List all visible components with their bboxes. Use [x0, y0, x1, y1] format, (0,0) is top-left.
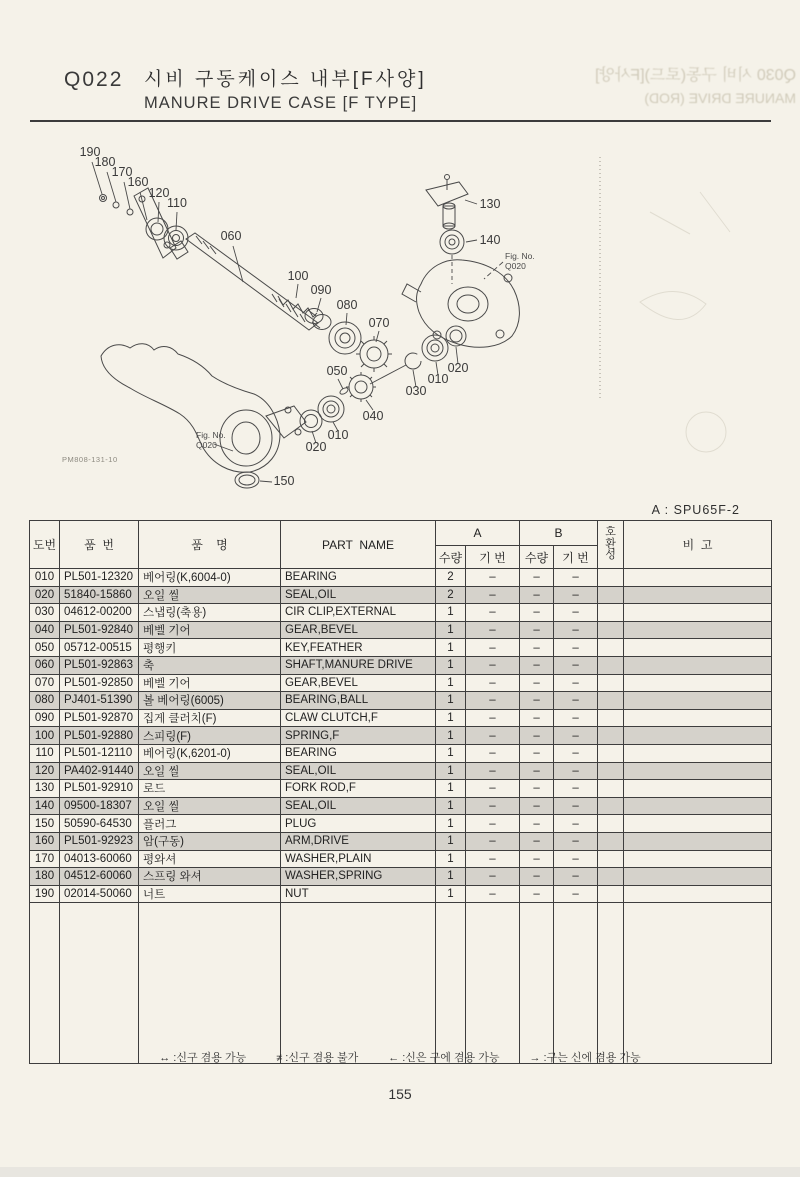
part-callout: 110: [167, 196, 187, 210]
table-cell: 평행키: [139, 639, 281, 657]
page-subtitle: MANURE DRIVE CASE [F TYPE]: [144, 94, 418, 112]
table-cell: –: [466, 586, 520, 604]
part-callout: 160: [127, 175, 149, 189]
table-cell: GEAR,BEVEL: [281, 621, 436, 639]
table-cell: SPRING,F: [281, 727, 436, 745]
table-cell: BEARING: [281, 744, 436, 762]
table-cell: SEAL,OIL: [281, 797, 436, 815]
table-cell: [624, 727, 772, 745]
parts-table: [29, 520, 772, 1064]
table-cell: 2: [436, 569, 466, 587]
table-cell: [624, 850, 772, 868]
col-compat: 호환성: [598, 521, 624, 569]
table-cell: –: [466, 797, 520, 815]
col-part-name: PART NAME: [281, 521, 436, 569]
table-cell: –: [520, 815, 554, 833]
table-row: [30, 832, 772, 850]
table-cell: [624, 815, 772, 833]
table-cell: [598, 586, 624, 604]
table-cell: [598, 656, 624, 674]
table-cell: [624, 885, 772, 903]
table-cell: –: [520, 674, 554, 692]
table-cell: 060: [30, 656, 60, 674]
table-row: [30, 709, 772, 727]
table-cell: –: [554, 762, 598, 780]
table-cell: 170: [30, 850, 60, 868]
table-cell: 51840-15860: [60, 586, 139, 604]
claw-clutch: [305, 309, 331, 330]
table-cell: [624, 569, 772, 587]
table-cell: SEAL,OIL: [281, 586, 436, 604]
table-cell: PL501-92870: [60, 709, 139, 727]
table-cell: –: [466, 569, 520, 587]
table-cell: –: [520, 656, 554, 674]
part-callout: 090: [310, 283, 332, 297]
table-cell: –: [520, 744, 554, 762]
table-cell: SHAFT,MANURE DRIVE: [281, 656, 436, 674]
legend-symbol: ←: [388, 1052, 400, 1064]
table-cell: [598, 815, 624, 833]
table-cell: –: [520, 586, 554, 604]
legend-label: :신은 구에 겸용 가능: [402, 1052, 500, 1064]
table-cell: 100: [30, 727, 60, 745]
bearing-set-right: [422, 326, 466, 361]
table-cell: –: [520, 885, 554, 903]
table-row: [30, 586, 772, 604]
table-cell: PL501-92880: [60, 727, 139, 745]
table-cell: WASHER,SPRING: [281, 868, 436, 886]
legend-symbol: ≠: [276, 1052, 283, 1064]
table-cell: 평와셔: [139, 850, 281, 868]
table-cell: –: [554, 868, 598, 886]
table-cell: PL501-12320: [60, 569, 139, 587]
table-cell: [598, 604, 624, 622]
table-cell: 02014-50060: [60, 885, 139, 903]
legend-symbol: →: [529, 1052, 541, 1064]
table-cell: [598, 832, 624, 850]
col-serial-b: 기 번: [554, 546, 598, 569]
part-callout: 130: [479, 197, 501, 211]
table-cell: [598, 762, 624, 780]
ball-bearing: [329, 322, 361, 354]
table-cell: 070: [30, 674, 60, 692]
table-cell: [598, 569, 624, 587]
table-cell: –: [554, 656, 598, 674]
table-cell: 플러그: [139, 815, 281, 833]
table-row: [30, 885, 772, 903]
table-cell: [624, 744, 772, 762]
table-cell: [624, 656, 772, 674]
table-cell: 04612-00200: [60, 604, 139, 622]
table-cell: [598, 674, 624, 692]
drawing-code: PM808-131-10: [62, 455, 118, 464]
compatibility-legend: [0, 1049, 800, 1065]
table-cell: 1: [436, 709, 466, 727]
table-cell: [624, 586, 772, 604]
table-cell: [624, 604, 772, 622]
table-cell: NUT: [281, 885, 436, 903]
col-serial-a: 기 번: [466, 546, 520, 569]
part-callout: 170: [111, 165, 133, 179]
table-cell: –: [520, 797, 554, 815]
table-cell: –: [466, 850, 520, 868]
table-row: [30, 639, 772, 657]
table-cell: CIR CLIP,EXTERNAL: [281, 604, 436, 622]
table-cell: CLAW CLUTCH,F: [281, 709, 436, 727]
table-cell: –: [520, 727, 554, 745]
table-row: [30, 744, 772, 762]
shift-lever: [426, 175, 468, 230]
table-cell: –: [520, 762, 554, 780]
table-cell: 1: [436, 656, 466, 674]
col-no: 도번: [30, 521, 60, 569]
table-row: [30, 569, 772, 587]
feather-key: [339, 386, 349, 395]
table-cell: PL501-92923: [60, 832, 139, 850]
table-cell: [624, 762, 772, 780]
table-cell: –: [554, 744, 598, 762]
table-cell: [624, 692, 772, 710]
table-cell: 너트: [139, 885, 281, 903]
table-cell: 로드: [139, 780, 281, 798]
table-cell: –: [520, 621, 554, 639]
table-cell: –: [520, 780, 554, 798]
table-cell: 베벨 기어: [139, 621, 281, 639]
table-cell: [598, 744, 624, 762]
part-callout: 030: [405, 384, 427, 398]
table-row: [30, 727, 772, 745]
table-cell: 130: [30, 780, 60, 798]
table-cell: –: [466, 780, 520, 798]
table-cell: –: [554, 797, 598, 815]
legend-item: [159, 1049, 246, 1065]
table-cell: –: [554, 815, 598, 833]
table-cell: –: [466, 709, 520, 727]
legend-symbol: ↔: [159, 1052, 171, 1064]
table-cell: [598, 709, 624, 727]
table-cell: 집게 클러치(F): [139, 709, 281, 727]
table-cell: 09500-18307: [60, 797, 139, 815]
table-cell: PA402-91440: [60, 762, 139, 780]
legend-item: [276, 1049, 358, 1065]
table-cell: –: [520, 692, 554, 710]
model-note: A : SPU65F-2: [651, 503, 740, 517]
table-header: [30, 521, 772, 569]
part-callout: 150: [273, 474, 295, 488]
table-cell: 05712-00515: [60, 639, 139, 657]
table-cell: 오일 씰: [139, 762, 281, 780]
table-cell: [624, 674, 772, 692]
gearcase-housing-upper: [402, 260, 519, 348]
upper-bearing: [440, 230, 464, 254]
fig-ref-label: Fig. No.: [505, 251, 535, 261]
table-cell: 160: [30, 832, 60, 850]
table-cell: GEAR,BEVEL: [281, 674, 436, 692]
table-cell: –: [554, 885, 598, 903]
fig-ref-value: Q020: [196, 440, 217, 450]
table-cell: 축: [139, 656, 281, 674]
table-cell: 120: [30, 762, 60, 780]
table-cell: 190: [30, 885, 60, 903]
table-cell: [624, 832, 772, 850]
scan-edge: [0, 1167, 800, 1177]
table-cell: 베벨 기어: [139, 674, 281, 692]
table-row: [30, 604, 772, 622]
table-cell: –: [554, 692, 598, 710]
table-cell: 1: [436, 674, 466, 692]
table-cell: 베어링(K,6004-0): [139, 569, 281, 587]
table-cell: –: [466, 762, 520, 780]
part-callout: 080: [336, 298, 358, 312]
col-group-b: B: [520, 521, 598, 546]
fig-ref-label: Fig. No.: [196, 430, 226, 440]
table-cell: 오일 씰: [139, 586, 281, 604]
legend-label: :신구 겸용 가능: [173, 1052, 247, 1064]
part-callout: 040: [362, 409, 384, 423]
exploded-parts-diagram: [0, 132, 800, 510]
table-cell: –: [466, 744, 520, 762]
table-cell: [598, 850, 624, 868]
table-cell: –: [466, 656, 520, 674]
table-cell: PL501-92910: [60, 780, 139, 798]
table-row: [30, 762, 772, 780]
table-cell: –: [466, 727, 520, 745]
table-cell: SEAL,OIL: [281, 762, 436, 780]
bleed-through-shapes: [610, 192, 740, 510]
page-number: 155: [388, 1086, 412, 1102]
table-cell: [598, 621, 624, 639]
table-cell: 오일 씰: [139, 797, 281, 815]
table-cell: 1: [436, 832, 466, 850]
table-cell: –: [466, 639, 520, 657]
table-cell: –: [466, 674, 520, 692]
legend-label: :신구 겸용 불가: [285, 1052, 359, 1064]
table-cell: 볼 베어링(6005): [139, 692, 281, 710]
part-callout: 140: [479, 233, 501, 247]
table-cell: PL501-92863: [60, 656, 139, 674]
section-code: Q022: [64, 68, 124, 91]
table-cell: [598, 885, 624, 903]
table-row: [30, 850, 772, 868]
table-cell: [624, 780, 772, 798]
header-rule: [30, 120, 771, 122]
part-callout: 050: [326, 364, 348, 378]
part-callout: 180: [94, 155, 116, 169]
table-cell: [598, 868, 624, 886]
table-row: [30, 797, 772, 815]
part-callout: 190: [79, 145, 101, 159]
table-cell: [624, 797, 772, 815]
table-cell: –: [554, 639, 598, 657]
bleed-through-text: Q030 시비 구동(로드)[F사양] MANURE DRIVE (ROD): [595, 67, 796, 106]
table-cell: –: [554, 832, 598, 850]
table-cell: 180: [30, 868, 60, 886]
table-cell: BEARING: [281, 569, 436, 587]
table-cell: 베어링(K,6201-0): [139, 744, 281, 762]
part-callout: 020: [447, 361, 469, 375]
table-cell: PL501-92840: [60, 621, 139, 639]
table-cell: –: [554, 586, 598, 604]
table-cell: [624, 621, 772, 639]
table-cell: [598, 639, 624, 657]
table-cell: [624, 709, 772, 727]
table-cell: –: [520, 639, 554, 657]
table-cell: 스프링 와셔: [139, 868, 281, 886]
table-cell: –: [466, 815, 520, 833]
table-cell: 1: [436, 762, 466, 780]
table-cell: 50590-64530: [60, 815, 139, 833]
col-qty-b: 수량: [520, 546, 554, 569]
table-cell: –: [520, 832, 554, 850]
table-cell: –: [554, 621, 598, 639]
table-cell: 암(구동): [139, 832, 281, 850]
table-cell: [598, 692, 624, 710]
table-cell: –: [554, 850, 598, 868]
table-cell: –: [520, 569, 554, 587]
table-row: [30, 780, 772, 798]
table-cell: [624, 868, 772, 886]
table-cell: PL501-92850: [60, 674, 139, 692]
col-qty-a: 수량: [436, 546, 466, 569]
table-cell: 030: [30, 604, 60, 622]
table-cell: –: [466, 868, 520, 886]
gearcase-housing-lower: [101, 344, 306, 473]
table-cell: –: [466, 692, 520, 710]
col-remarks: 비 고: [624, 521, 772, 569]
part-callout: 120: [148, 186, 170, 200]
table-cell: 1: [436, 621, 466, 639]
circlip: [405, 353, 421, 369]
table-cell: –: [520, 868, 554, 886]
page-title: 시비 구동케이스 내부[F사양]: [144, 69, 427, 90]
legend-item: [388, 1049, 499, 1065]
part-callout: 070: [368, 316, 390, 330]
table-cell: 090: [30, 709, 60, 727]
table-cell: 1: [436, 692, 466, 710]
table-cell: WASHER,PLAIN: [281, 850, 436, 868]
table-cell: –: [520, 709, 554, 727]
table-cell: 2: [436, 586, 466, 604]
table-cell: –: [554, 727, 598, 745]
plug: [235, 472, 259, 488]
table-cell: –: [466, 885, 520, 903]
table-cell: 050: [30, 639, 60, 657]
table-cell: –: [520, 850, 554, 868]
table-cell: 150: [30, 815, 60, 833]
empty-table-space: [30, 903, 772, 1064]
table-row: [30, 674, 772, 692]
table-cell: 1: [436, 797, 466, 815]
table-cell: –: [554, 569, 598, 587]
table-cell: –: [520, 604, 554, 622]
table-cell: ARM,DRIVE: [281, 832, 436, 850]
table-cell: [624, 639, 772, 657]
table-cell: FORK ROD,F: [281, 780, 436, 798]
table-cell: 1: [436, 639, 466, 657]
bevel-gear-upper: [356, 336, 392, 372]
legend-item: [529, 1049, 640, 1065]
table-cell: –: [554, 780, 598, 798]
table-body: [30, 569, 772, 1064]
table-cell: –: [554, 674, 598, 692]
legend-label: :구는 신에 겸용 가능: [543, 1052, 641, 1064]
table-cell: 080: [30, 692, 60, 710]
bearing-set-left: [300, 396, 344, 432]
table-cell: 1: [436, 604, 466, 622]
table-row: [30, 656, 772, 674]
table-cell: 1: [436, 744, 466, 762]
parts-table-wrap: [29, 520, 772, 1064]
table-cell: 110: [30, 744, 60, 762]
part-callout: 100: [287, 269, 309, 283]
table-cell: PLUG: [281, 815, 436, 833]
table-row: [30, 868, 772, 886]
table-cell: –: [466, 604, 520, 622]
col-group-a: A: [436, 521, 520, 546]
table-cell: 1: [436, 868, 466, 886]
table-cell: 스피링(F): [139, 727, 281, 745]
table-cell: –: [554, 709, 598, 727]
table-cell: 1: [436, 815, 466, 833]
table-row: [30, 815, 772, 833]
bevel-gear-lower: [346, 372, 376, 402]
table-cell: 04512-60060: [60, 868, 139, 886]
table-cell: 040: [30, 621, 60, 639]
table-cell: 020: [30, 586, 60, 604]
table-cell: KEY,FEATHER: [281, 639, 436, 657]
table-cell: [598, 727, 624, 745]
nut-and-washers: [100, 195, 134, 216]
col-name-kr: 품 명: [139, 521, 281, 569]
fig-ref-value: Q020: [505, 261, 526, 271]
table-row: [30, 692, 772, 710]
part-callout: 010: [327, 428, 349, 442]
table-cell: 1: [436, 885, 466, 903]
table-cell: PL501-12110: [60, 744, 139, 762]
table-cell: [598, 797, 624, 815]
part-callout: 010: [427, 372, 449, 386]
table-cell: 010: [30, 569, 60, 587]
table-row: [30, 621, 772, 639]
table-cell: –: [554, 604, 598, 622]
table-cell: –: [466, 621, 520, 639]
table-cell: –: [466, 832, 520, 850]
table-cell: BEARING,BALL: [281, 692, 436, 710]
table-cell: 1: [436, 780, 466, 798]
table-cell: [598, 780, 624, 798]
part-callout: 020: [305, 440, 327, 454]
table-cell: 1: [436, 727, 466, 745]
table-cell: 1: [436, 850, 466, 868]
table-cell: 스냅링(축용): [139, 604, 281, 622]
part-callout: 060: [220, 229, 242, 243]
table-cell: 04013-60060: [60, 850, 139, 868]
table-cell: PJ401-51390: [60, 692, 139, 710]
col-part-no: 품 번: [60, 521, 139, 569]
table-cell: 140: [30, 797, 60, 815]
